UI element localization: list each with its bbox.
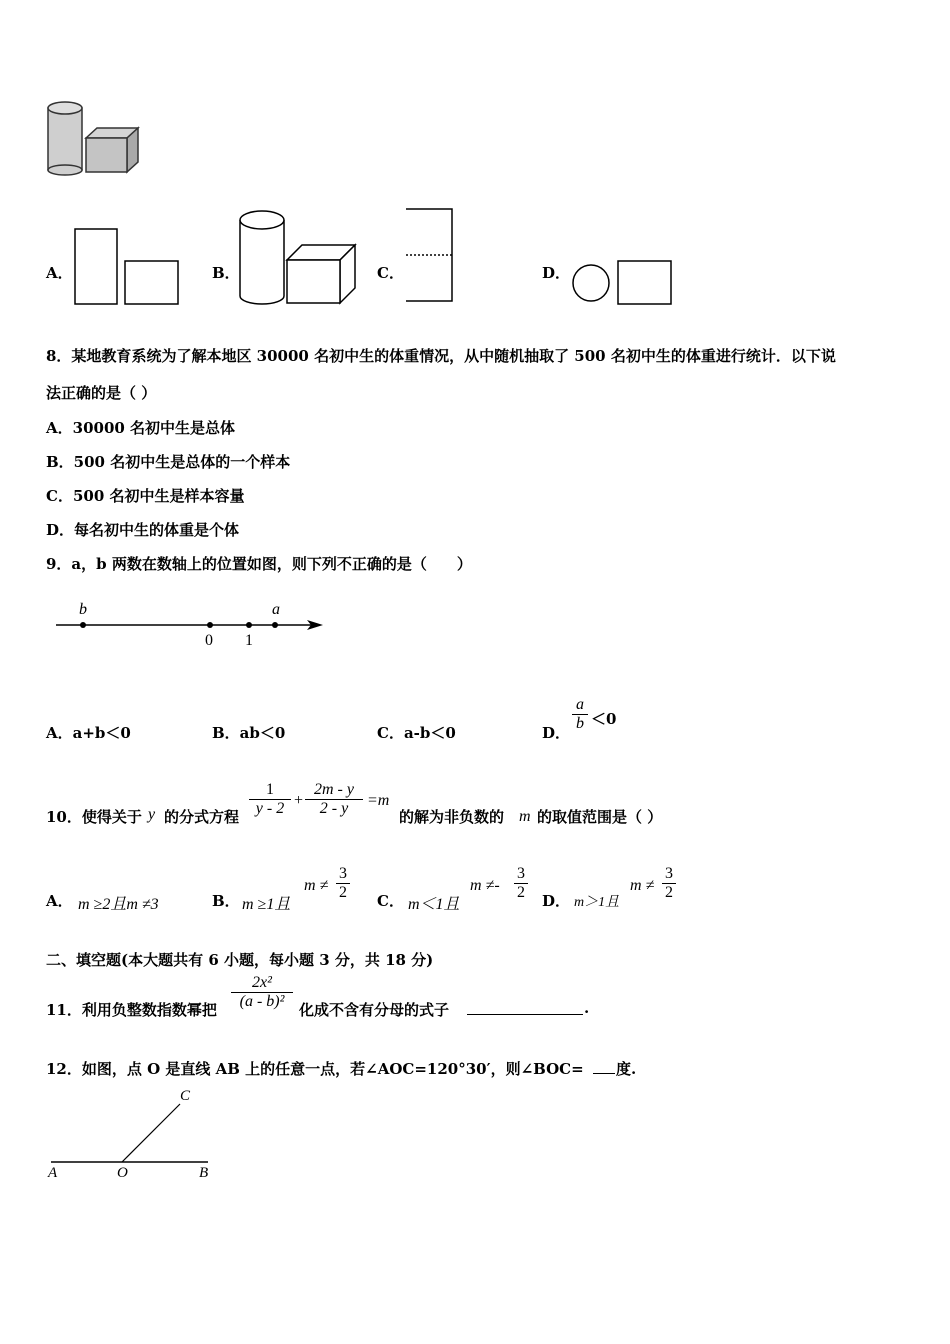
q10-option-d-label: D． xyxy=(542,892,571,910)
q10-mid: 的分式方程 xyxy=(164,808,240,826)
point-1 xyxy=(246,622,252,628)
cylinder-top xyxy=(48,102,82,114)
q12-label-a: A xyxy=(48,1165,58,1181)
q10-var-m: m xyxy=(519,808,531,825)
q10-equals-m: =m xyxy=(367,792,390,809)
q10-suffix1: 的解为非负数的 xyxy=(399,808,505,826)
q10-option-a-text: m ≥2且m ≠3 xyxy=(78,896,159,913)
q7-option-a-label: A． xyxy=(46,264,73,282)
q10-option-d-fraction: 3 2 xyxy=(662,865,676,902)
q10-option-c-text: m＜1且 xyxy=(408,896,460,913)
point-a xyxy=(272,622,278,628)
q9-option-a: A．a+b＜0 xyxy=(46,724,131,742)
axis-tick-1: 1 xyxy=(245,632,253,649)
axis-tick-0: 0 xyxy=(205,632,213,649)
q10-option-d-ne: m ≠ xyxy=(630,877,655,894)
q7-option-b-label: B． xyxy=(212,264,240,282)
q7-solid-figure xyxy=(0,0,950,200)
q9-option-d-label: D． xyxy=(542,724,571,742)
q9-option-c: C．a-b＜0 xyxy=(377,724,456,742)
q10-option-b-label: B． xyxy=(212,892,240,910)
q10-option-c-fraction: 3 2 xyxy=(514,865,528,902)
q12-label-c: C xyxy=(180,1088,191,1104)
q10-option-c-label: C． xyxy=(377,892,404,910)
q8-option-d: D．每名初中生的体重是个体 xyxy=(46,521,240,539)
q10-plus: + xyxy=(294,792,304,809)
q7-option-d-label: D． xyxy=(542,264,571,282)
cube-front xyxy=(86,138,127,172)
q9-option-d-fraction: a b xyxy=(572,696,588,733)
q9-stem: 9．a，b 两数在数轴上的位置如图，则下列不正确的是（ ） xyxy=(46,555,472,573)
q12-angle-figure xyxy=(0,1080,950,1190)
q7-option-d-figure xyxy=(0,200,950,320)
q12-label-o: O xyxy=(117,1165,128,1181)
q11-suffix: 化成不含有分母的式子 xyxy=(299,1001,450,1019)
axis-label-a: a xyxy=(272,601,280,618)
q9-option-b: B．ab＜0 xyxy=(212,724,286,742)
q12-end: 度. xyxy=(616,1060,637,1078)
q10-option-a-label: A． xyxy=(46,892,73,910)
cylinder-bottom xyxy=(48,165,82,175)
q10-option-c-ne: m ≠- xyxy=(470,877,500,894)
section-title: 二、填空题(本大题共有 6 小题，每小题 3 分，共 18 分) xyxy=(46,951,434,969)
q10-option-d-text: m＞1且 xyxy=(574,895,620,910)
axis-label-b: b xyxy=(79,601,87,618)
q10-suffix2: 的取值范围是（ ） xyxy=(537,808,663,826)
q12-label-b: B xyxy=(199,1165,209,1181)
q11-end: . xyxy=(584,999,590,1017)
q11-prefix: 11．利用负整数指数幂把 xyxy=(46,1001,217,1019)
ray-oc xyxy=(122,1104,180,1162)
q8-option-c: C．500 名初中生是样本容量 xyxy=(46,487,245,505)
q10-var-y: y xyxy=(148,806,156,823)
q8-stem-line1: 8．某地教育系统为了解本地区 30000 名初中生的体重情况，从中随机抽取了 500 名初中生的体重进行统计．以下说 xyxy=(46,347,836,365)
q10-option-b-text: m ≥1且 xyxy=(242,896,291,913)
q7-option-c-label: C． xyxy=(377,264,404,282)
q10-option-b-fraction: 3 2 xyxy=(336,865,350,902)
point-0 xyxy=(207,622,213,628)
cylinder-body xyxy=(48,108,82,170)
q8-stem-line2: 法正确的是（ ） xyxy=(46,384,157,402)
q8-option-a: A．30000 名初中生是总体 xyxy=(46,419,236,437)
q10-prefix: 10．使得关于 xyxy=(46,808,142,826)
number-line xyxy=(0,590,950,660)
q11-answer-blank[interactable] xyxy=(467,1014,583,1015)
q12-stem: 12．如图，点 O 是直线 AB 上的任意一点，若∠AOC=120°30′，则∠BOC= xyxy=(46,1060,584,1078)
q10-fraction-1: 1 y - 2 xyxy=(249,781,291,818)
q10-fraction-2: 2m - y 2 - y xyxy=(305,781,363,818)
q11-fraction: 2x² (a - b)² xyxy=(231,974,293,1011)
point-b xyxy=(80,622,86,628)
q10-option-b-ne: m ≠ xyxy=(304,877,329,894)
q9-option-d-suffix: ＜0 xyxy=(591,710,617,728)
q12-answer-blank[interactable] xyxy=(593,1073,615,1074)
q8-option-b: B．500 名初中生是总体的一个样本 xyxy=(46,453,291,471)
